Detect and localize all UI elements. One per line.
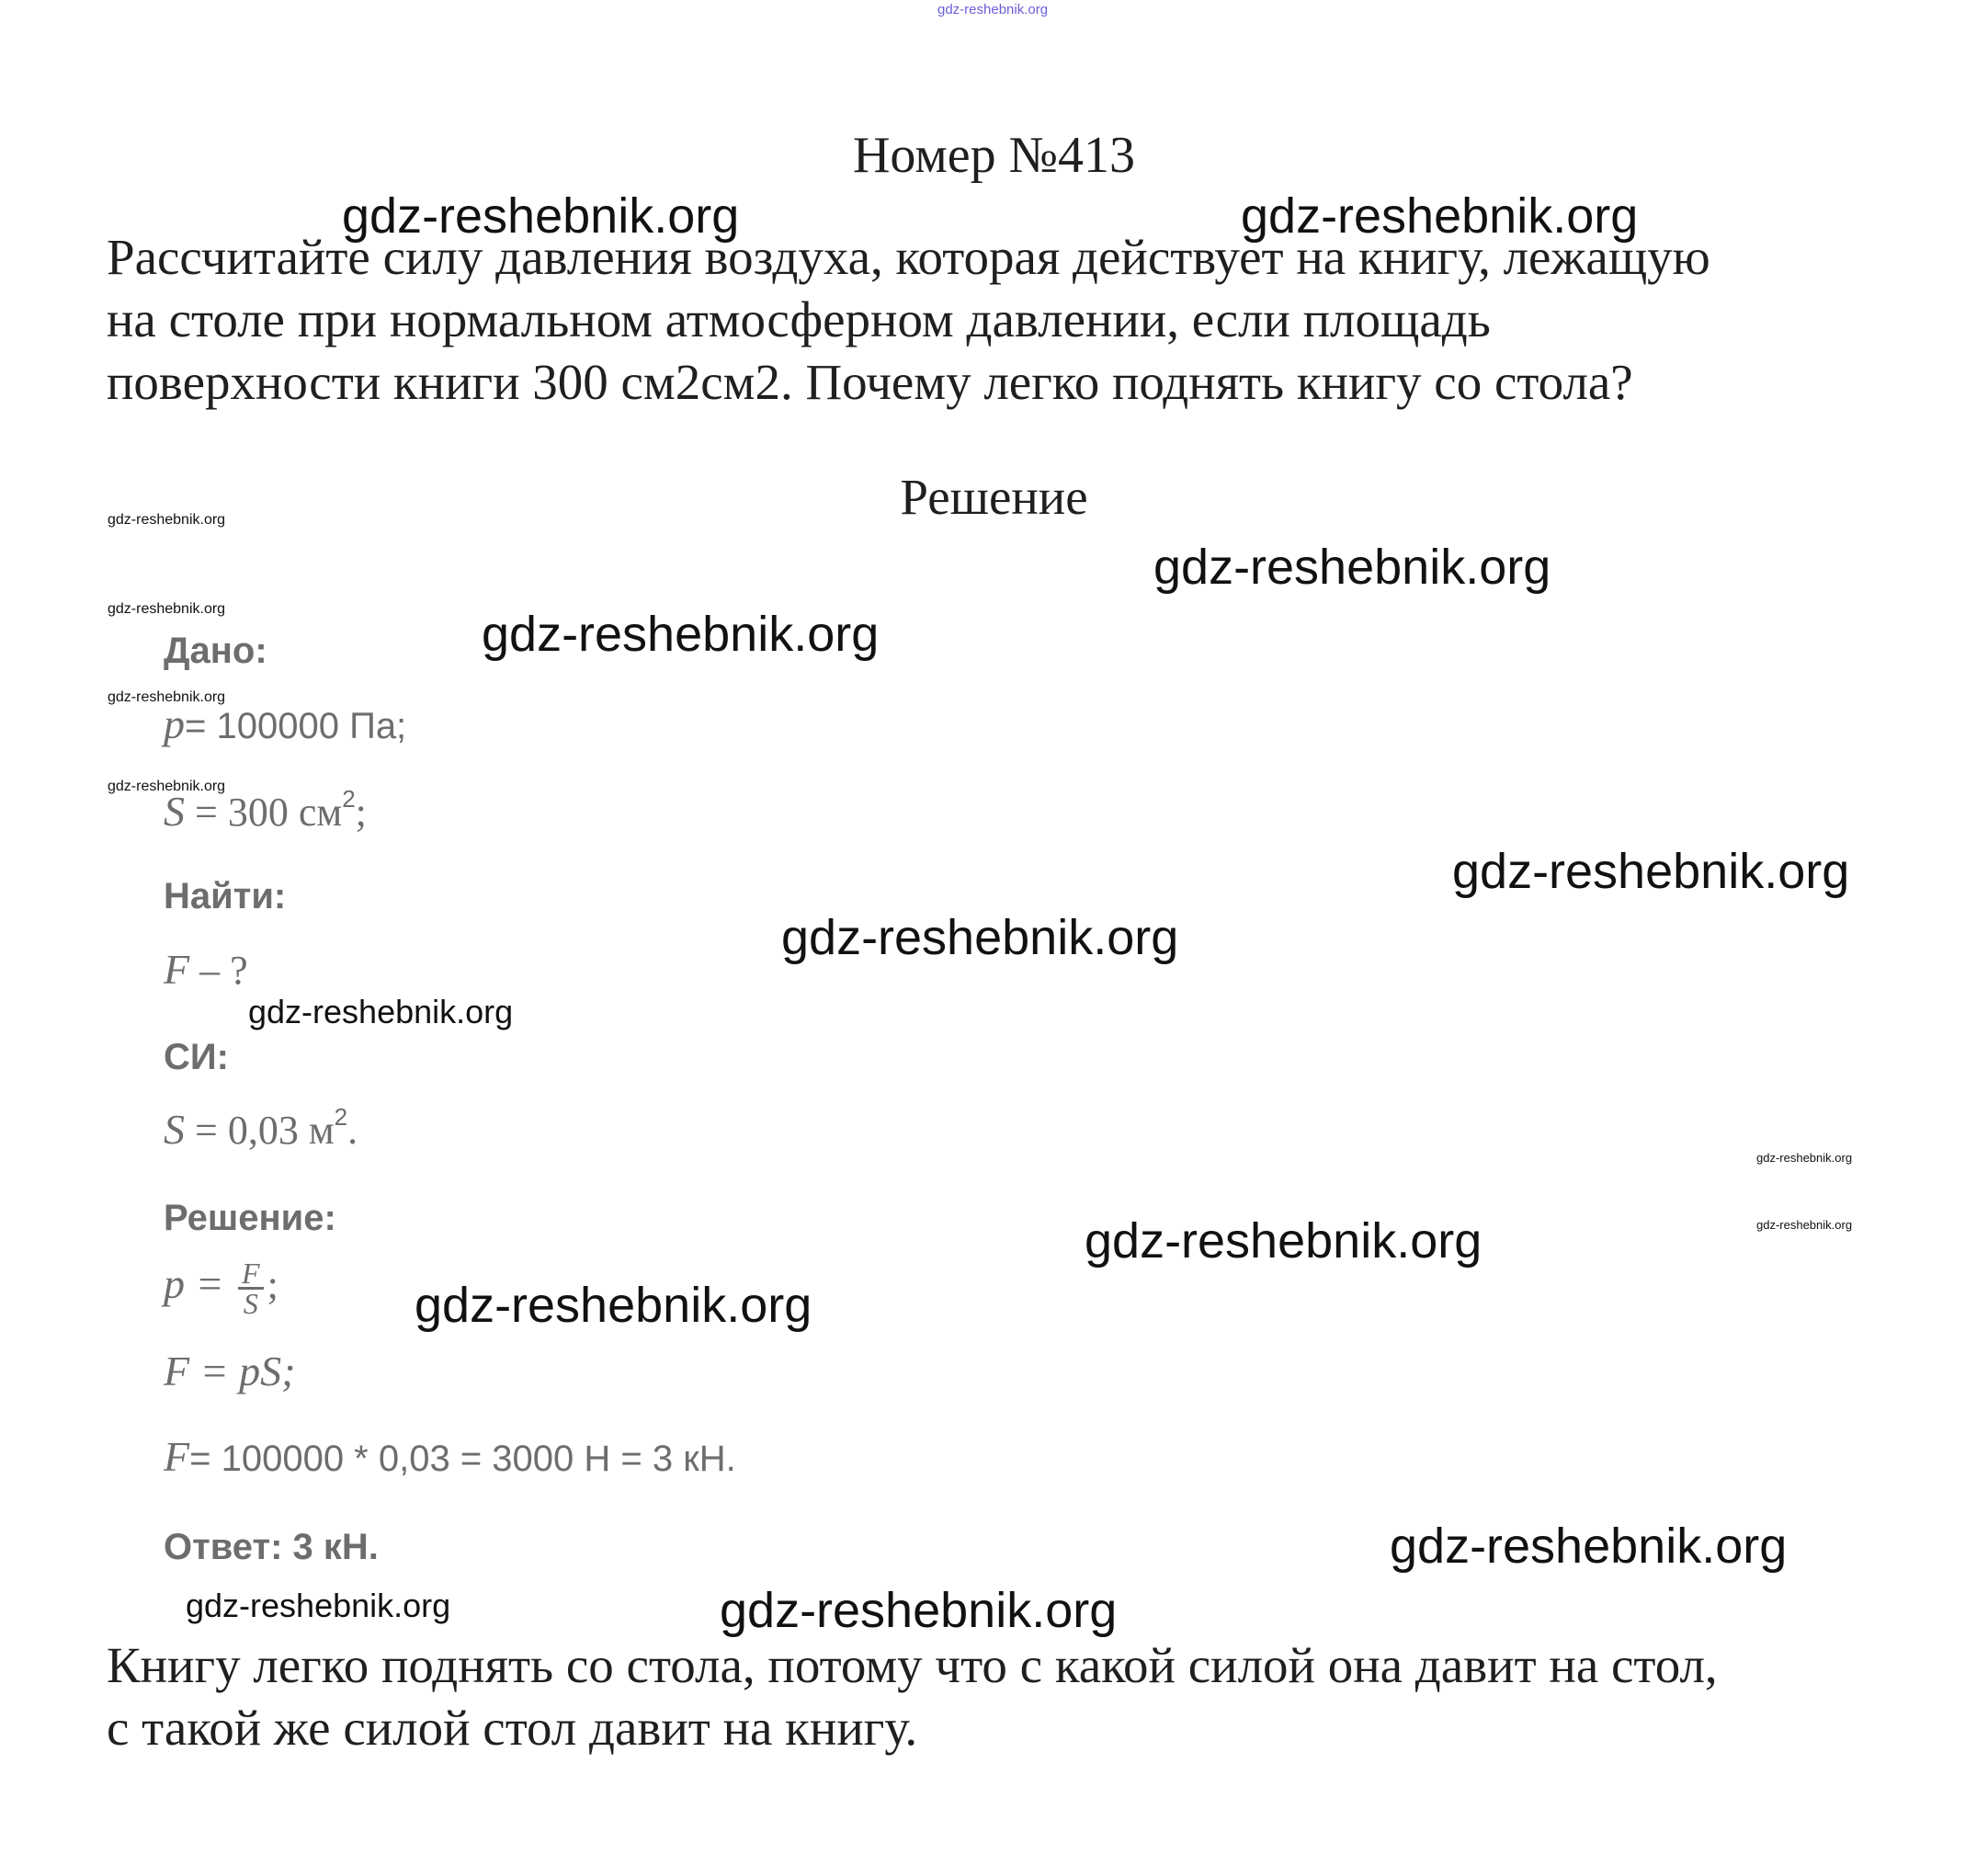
- explanation-line-1: Книгу легко поднять со стола, потому что с какой силой она давит на стол,: [107, 1637, 1718, 1693]
- watermark: gdz-reshebnik.org: [1085, 1213, 1482, 1269]
- watermark: gdz-reshebnik.org: [720, 1583, 1118, 1638]
- si-area-variable: S: [164, 1106, 185, 1153]
- watermark: gdz-reshebnik.org: [186, 1587, 451, 1624]
- watermark: gdz-reshebnik.org: [108, 689, 226, 705]
- watermark: gdz-reshebnik.org: [1153, 540, 1551, 595]
- find-label: Найти:: [164, 876, 287, 916]
- watermark: gdz-reshebnik.org: [108, 512, 226, 528]
- page-title: Номер №413: [852, 127, 1136, 184]
- watermark: gdz-reshebnik.org: [108, 601, 226, 617]
- watermark: gdz-reshebnik.org: [482, 607, 880, 662]
- problem-line-3: поверхности книги 300 см2см2. Почему легко поднять книгу со стола?: [107, 354, 1633, 410]
- watermark: gdz-reshebnik.org: [781, 910, 1179, 965]
- formula-force: [164, 1348, 295, 1396]
- pressure-value: = 100000 Па;: [185, 706, 407, 746]
- watermark: gdz-reshebnik.org: [1756, 1151, 1853, 1165]
- formula-pressure-tail: ;: [267, 1262, 278, 1308]
- si-area-tail: .: [347, 1108, 358, 1153]
- calculation-variable: F: [164, 1433, 190, 1480]
- si-area: [164, 1103, 358, 1155]
- formula-pressure-lhs: p =: [164, 1260, 235, 1308]
- fraction-denominator: S: [243, 1287, 258, 1320]
- calculation: [164, 1434, 736, 1482]
- explanation-line-2: с такой же силой стол давит на книгу.: [107, 1700, 918, 1756]
- pressure-variable: p: [164, 700, 185, 747]
- area-exponent: 2: [342, 785, 356, 813]
- watermark: gdz-reshebnik.org: [108, 779, 226, 794]
- answer-line: Ответ: 3 кН.: [164, 1527, 379, 1567]
- force-variable: F: [164, 946, 190, 993]
- header-watermark: gdz-reshebnik.org: [937, 2, 1049, 17]
- solution-heading: Решение: [900, 469, 1088, 525]
- formula-fraction: [238, 1257, 264, 1320]
- given-pressure: [164, 701, 406, 749]
- watermark: gdz-reshebnik.org: [1241, 188, 1639, 244]
- calculation-value: = 100000 * 0,03 = 3000 Н = 3 кН.: [189, 1439, 736, 1479]
- watermark: gdz-reshebnik.org: [1390, 1519, 1788, 1574]
- problem-line-2: на столе при нормальном атмосферном давлении, если площадь: [107, 291, 1491, 347]
- problem-line-1: Рассчитайте силу давления воздуха, которая действует на книгу, лежащую: [107, 229, 1710, 285]
- watermark: gdz-reshebnik.org: [248, 993, 514, 1030]
- formula-pressure: [164, 1257, 278, 1320]
- problem-statement: [107, 226, 1908, 414]
- force-unknown: – ?: [189, 948, 248, 993]
- find-force: [164, 947, 248, 995]
- watermark: gdz-reshebnik.org: [415, 1278, 812, 1333]
- si-label: СИ:: [164, 1037, 229, 1077]
- given-label: Дано:: [164, 631, 267, 671]
- watermark: gdz-reshebnik.org: [1756, 1218, 1853, 1232]
- area-tail: ;: [355, 790, 367, 835]
- solution-label: Решение:: [164, 1198, 336, 1238]
- watermark: gdz-reshebnik.org: [1452, 844, 1850, 899]
- watermark: gdz-reshebnik.org: [342, 188, 740, 244]
- si-area-exponent: 2: [334, 1103, 348, 1131]
- explanation-text: [107, 1634, 1908, 1759]
- area-variable: S: [164, 788, 185, 835]
- fraction-numerator: F: [238, 1259, 264, 1290]
- si-area-value: = 0,03 м: [185, 1108, 335, 1153]
- area-value: = 300 см: [185, 790, 343, 835]
- formula-force-text: F = pS;: [164, 1348, 296, 1394]
